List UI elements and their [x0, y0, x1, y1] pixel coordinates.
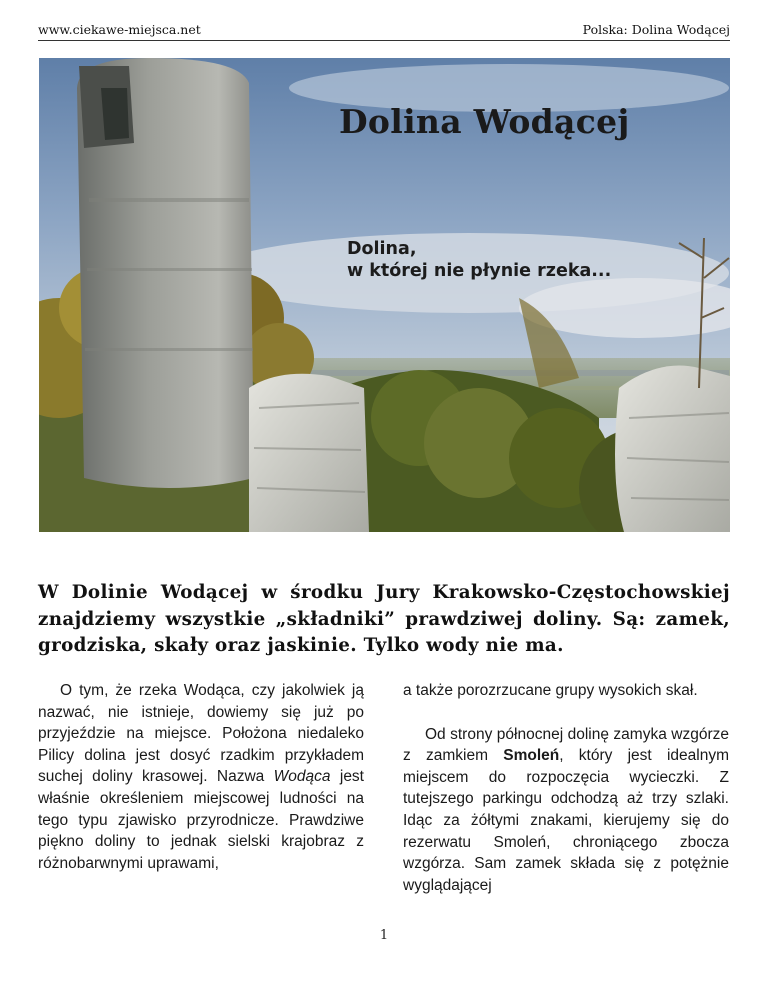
hero-subtitle-line-2: w której nie płynie rzeka...	[347, 261, 612, 281]
body-paragraph	[38, 680, 364, 874]
hero-subtitle-line-1: Dolina,	[347, 239, 417, 259]
hero-title: Dolina Wodącej	[339, 102, 630, 141]
castle-name: Smoleń	[503, 747, 560, 765]
section-title: Polska: Dolina Wodącej	[582, 22, 730, 37]
body-column-left	[38, 680, 364, 874]
page-header	[38, 18, 730, 41]
hero-subtitle	[347, 238, 611, 282]
hero-photo	[39, 58, 730, 532]
lead-paragraph: W Dolinie Wodącej w środku Jury Krakowsko-Częstochowskiej znajdziemy wszystkie „składniki” prawdziwej doliny. Są: zamek, grodziska, skały oraz jaskinie. Tylko wody nie ma.	[38, 582, 730, 656]
body-text: Od strony północnej dolinę zamyka wzgórze z zamkiem	[403, 725, 729, 765]
body-text: O tym, że rzeka Wodąca, czy jakolwiek ją nazwać, nie istnieje, dowiemy się już po przyjeździe na miejsce. Położona niedaleko Pilicy dolina jest dosyć rzadkim przykładem suchej doliny krasowej. Nazwa	[38, 682, 364, 786]
page-number: 1	[379, 928, 389, 943]
body-paragraph: a także porozrzucane grupy wysokich skał.	[403, 682, 698, 699]
body-paragraph	[403, 724, 729, 897]
site-url: www.ciekawe-miejsca.net	[38, 22, 201, 37]
body-text: jest właśnie określeniem miejscowej ludności na tego typu zjawisko przyrodnicze. Prawdziwe piękno doliny to jednak sielski krajobraz z różnobarwnymi uprawami,	[38, 768, 364, 872]
emphasis-text: Wodąca	[273, 768, 331, 786]
body-text: , który jest idealnym miejscem do rozpoczęcia wycieczki. Z tutejszego parkingu odchodzą aż trzy szlaki. Idąc za żółtymi znakami, kierujemy się do rezerwatu Smoleń, chroniącego zbocza wzgórza. Sam zamek składa się z potężnie wyglądającej	[403, 747, 730, 894]
body-column-right	[403, 680, 729, 896]
